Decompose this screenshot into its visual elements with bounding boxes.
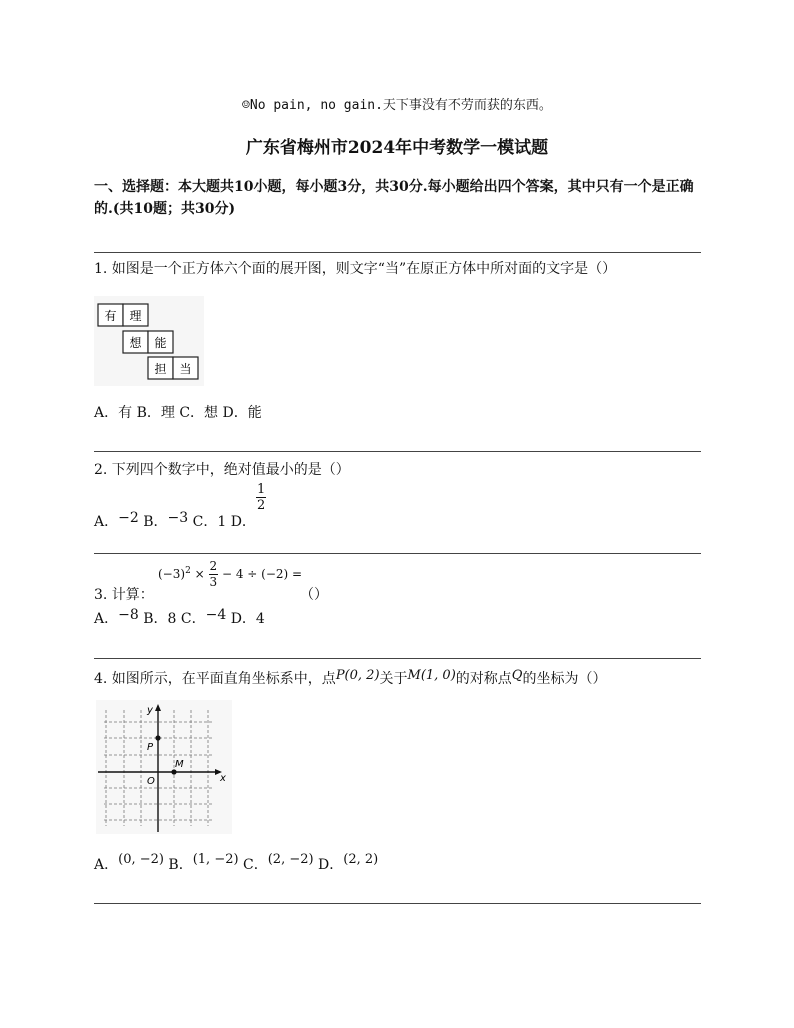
fraction-numerator: 2 <box>209 559 218 573</box>
divider <box>94 903 701 904</box>
option-c-value: −4 <box>205 607 227 623</box>
option-b: B．8 <box>143 611 177 627</box>
option-d-fraction <box>256 482 266 513</box>
option-c-value: (2, −2) <box>267 852 314 867</box>
option-d-label: D． <box>230 513 256 530</box>
option-b: B．理 <box>136 405 175 421</box>
expr-exponent: 2 <box>185 566 191 576</box>
option-d-value: (2, 2) <box>343 852 379 867</box>
net-face-5: 担 <box>154 362 167 376</box>
net-face-3: 想 <box>129 336 142 350</box>
expr-rest: − 4 ÷ (−2) = <box>221 567 303 581</box>
option-c-value: 1 <box>217 513 227 530</box>
option-b-value: −3 <box>167 509 189 526</box>
fraction-denominator: 2 <box>256 498 266 513</box>
question-2-options <box>94 482 266 530</box>
question-4-stem <box>94 668 606 688</box>
fraction-denominator: 3 <box>209 575 218 589</box>
question-2-stem: 2. 下列四个数字中，绝对值最小的是（） <box>94 462 350 478</box>
question-3-expression <box>158 559 302 590</box>
y-axis-label: y <box>147 705 153 716</box>
x-axis-label: x <box>220 773 226 784</box>
question-3-prefix: 3. 计算： <box>94 587 154 603</box>
question-4-options <box>94 854 378 874</box>
option-d-label: D． <box>318 857 344 873</box>
option-a-value: −8 <box>118 607 139 623</box>
option-c-label: C． <box>180 611 206 627</box>
option-c-label: C． <box>192 513 218 530</box>
question-1-stem: 1. 如图是一个正方体六个面的展开图，则文字“当”在原正方体中所对面的文字是（） <box>94 261 617 277</box>
stem-part-2: 关于 <box>379 671 408 687</box>
option-b-label: B． <box>143 513 168 530</box>
net-face-1: 有 <box>104 309 117 323</box>
question-3-options <box>94 608 265 628</box>
fraction-numerator: 1 <box>256 482 266 497</box>
net-face-2: 理 <box>129 309 142 323</box>
stem-part-3: 的对称点 <box>455 671 512 687</box>
option-c: C．想 <box>179 405 219 421</box>
option-a-label: A． <box>94 513 119 530</box>
net-face-6: 当 <box>179 362 192 376</box>
point-q: Q <box>511 668 523 683</box>
option-a-value: (0, −2) <box>118 852 164 867</box>
point-m: M(1, 0) <box>407 668 456 683</box>
option-b-value: (1, −2) <box>192 852 239 867</box>
option-b-label: B． <box>168 857 193 873</box>
option-a-label: A． <box>94 857 119 873</box>
option-d: D．4 <box>230 611 265 627</box>
point-p-dot <box>155 735 160 740</box>
stem-part-4: 的坐标为（） <box>522 671 607 687</box>
point-m-label: M <box>175 759 184 770</box>
option-a-value: −2 <box>118 509 139 526</box>
coordinate-grid-figure <box>96 700 232 834</box>
expr-fraction <box>209 559 219 590</box>
divider <box>94 658 701 659</box>
motto-line: ☺No pain, no gain.天下事没有不劳而获的东西。 <box>242 98 552 113</box>
origin-label: O <box>147 776 155 787</box>
divider <box>94 252 701 253</box>
question-1-options <box>94 402 262 422</box>
stem-part-1: 4. 如图所示，在平面直角坐标系中，点 <box>94 671 336 687</box>
expr-base: (−3) <box>158 567 186 581</box>
page-title: 广东省梅州市2024年中考数学一模试题 <box>245 138 549 158</box>
point-p: P(0, 2) <box>335 668 380 683</box>
option-d: D．能 <box>222 405 262 421</box>
divider <box>94 451 701 452</box>
option-a-label: A． <box>94 611 119 627</box>
divider <box>94 553 701 554</box>
answer-blank: （） <box>300 587 328 603</box>
cube-net-figure <box>94 296 204 386</box>
point-m-dot <box>171 769 176 774</box>
option-c-label: C． <box>243 857 268 873</box>
expr-times: × <box>194 567 205 581</box>
option-a: A．有 <box>94 405 133 421</box>
point-p-label: P <box>147 742 154 753</box>
net-face-4: 能 <box>154 336 167 350</box>
section-heading: 一、选择题：本大题共10小题，每小题3分，共30分.每小题给出四个答案，其中只有一个是正确的.(共10题；共30分) <box>94 179 694 217</box>
